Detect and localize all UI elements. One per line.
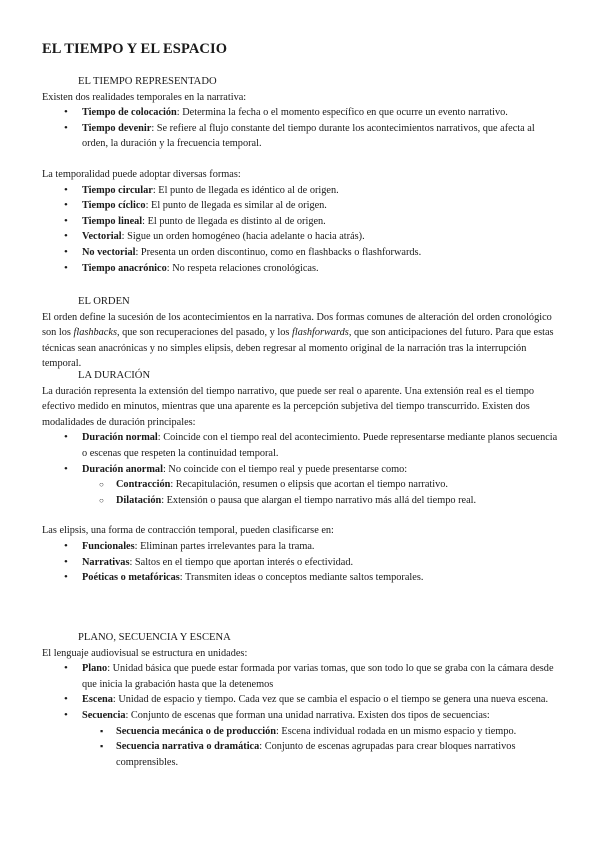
sub-list-item: ▪ Secuencia narrativa o dramática: Conjunto de escenas agrupadas para crear bloques narrativos comprensibles. (42, 739, 560, 770)
forms-list (42, 183, 560, 277)
list-item: • Poéticas o metafóricas: Transmiten ideas o conceptos mediante saltos temporales. (42, 570, 560, 586)
section-plano (42, 630, 560, 770)
list-item: • Vectorial: Sigue un orden homogéneo (hacia adelante o hacia atrás). (42, 229, 560, 245)
list-item: • Duración normal: Coincide con el tiempo real del acontecimiento. Puede representarse mediante planos secuencia o escenas que respeten la continuidad temporal. (42, 430, 560, 461)
elipsis-list (42, 539, 560, 586)
sub-list-item: ○ Contracción: Recapitulación, resumen o elipsis que acortan el tiempo narrativo. (42, 477, 560, 493)
orden-paragraph: El orden define la sucesión de los acontecimientos en la narrativa. Dos formas comunes de alteración del orden cronológico son los flashbacks, que son recuperaciones del pasado, y los flashforwards, que son anticipaciones del futuro. Para que estas técnicas sean anacrónicas y no simples elipsis, deben regresar al momento original de la narración tras la interrupción temporal. (42, 311, 554, 370)
plano-list (42, 661, 560, 770)
tiempo-list (42, 105, 560, 152)
section-heading-tiempo: EL TIEMPO REPRESENTADO (78, 76, 217, 87)
section-orden (42, 294, 560, 372)
section-tiempo (42, 74, 560, 276)
list-item: • No vectorial: Presenta un orden discontinuo, como en flashbacks o flashforwards. (42, 245, 560, 261)
list-item: • Narrativas: Saltos en el tiempo que aportan interés o efectividad. (42, 555, 560, 571)
list-item: • Tiempo circular: El punto de llegada es idéntico al de origen. (42, 183, 560, 199)
section-duracion (42, 368, 560, 586)
sub-list-item: ○ Dilatación: Extensión o pausa que alargan el tiempo narrativo más allá del tiempo real. (42, 493, 560, 509)
section-heading-duracion: LA DURACIÓN (78, 370, 151, 381)
list-item: • Plano: Unidad básica que puede estar formada por varias tomas, que son todo lo que se graba con la cámara desde que inicia la grabación hasta que la detenemos (42, 661, 560, 692)
list-item: • Tiempo lineal: El punto de llegada es distinto al de origen. (42, 214, 560, 230)
section-heading-plano: PLANO, SECUENCIA Y ESCENA (78, 632, 231, 643)
tiempo-intro: Existen dos realidades temporales en la narrativa: (42, 91, 247, 103)
document-title: EL TIEMPO Y EL ESPACIO (42, 41, 228, 57)
list-item: • Duración anormal: No coincide con el tiempo real y puede presentarse como: (42, 462, 560, 478)
list-item: • Tiempo cíclico: El punto de llegada es similar al de origen. (42, 198, 560, 214)
sub-list-item: ▪ Secuencia mecánica o de producción: Escena individual rodada en un mismo espacio y tiempo. (42, 724, 560, 740)
tiempo-intro2: La temporalidad puede adoptar diversas formas: (42, 168, 241, 180)
list-item: • Tiempo devenir: Se refiere al flujo constante del tiempo durante los acontecimientos narrativos, que afecta al orden, la duración y la frecuencia temporal. (42, 121, 560, 152)
list-item: • Escena: Unidad de espacio y tiempo. Cada vez que se cambia el espacio o el tiempo se genera una nueva escena. (42, 692, 560, 708)
duracion-intro2: Las elipsis, una forma de contracción temporal, pueden clasificarse en: (42, 525, 334, 537)
list-item: • Tiempo anacrónico: No respeta relaciones cronológicas. (42, 261, 560, 277)
section-heading-orden: EL ORDEN (78, 296, 130, 307)
list-item: • Tiempo de colocación: Determina la fecha o el momento específico en que ocurre un evento narrativo. (42, 105, 560, 121)
list-item: • Funcionales: Eliminan partes irrelevantes para la trama. (42, 539, 560, 555)
duracion-intro: La duración representa la extensión del tiempo narrativo, que puede ser real o aparente. Una extensión real es el tiempo efectivo medido en minutos, mientras que una aparente es la percepción subjetiva del tiempo transcurrido. Existen dos modalidades de duración principales: (42, 385, 535, 428)
duracion-list (42, 430, 560, 508)
plano-intro: El lenguaje audiovisual se estructura en unidades: (42, 647, 248, 659)
list-item: • Secuencia: Conjunto de escenas que forman una unidad narrativa. Existen dos tipos de secuencias: (42, 708, 560, 724)
